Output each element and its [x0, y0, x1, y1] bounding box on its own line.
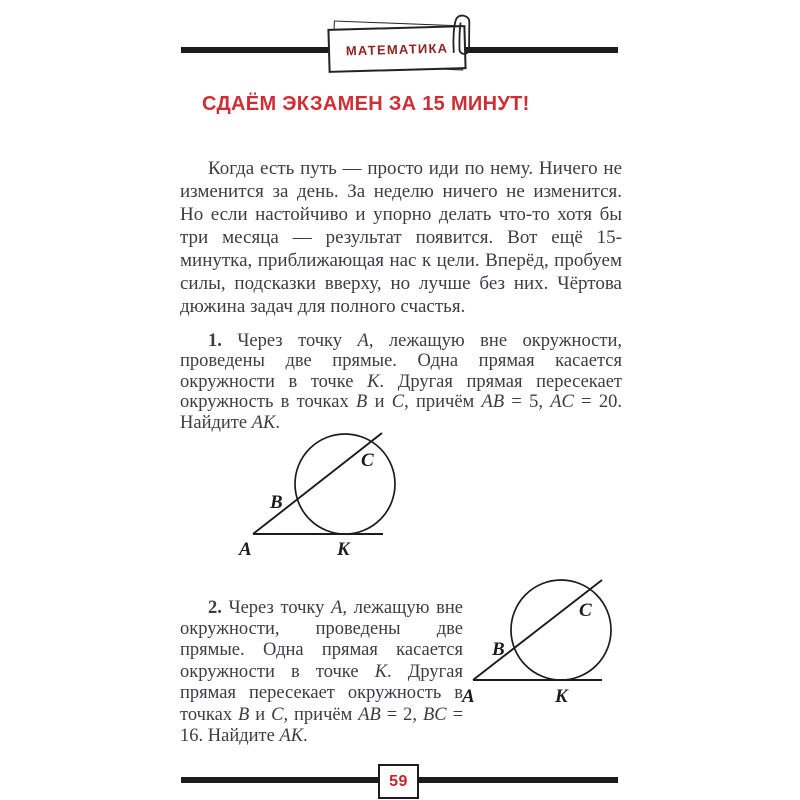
- secant-line: [473, 580, 602, 680]
- point-label-a: A: [239, 539, 252, 560]
- page-title: СДАЁМ ЭКЗАМЕН ЗА 15 МИНУТ!: [202, 93, 530, 115]
- point-label-k: K: [555, 686, 568, 707]
- problem-2-text: 2. Через точку A, лежащую вне окружности, проведены две прямые. Одна прямая касается окружности в точке K. Другая прямая пересекает окружность в точках B и C, причём AB = 2, BC = 16. Найдите AK.: [180, 597, 463, 746]
- point-label-b: B: [492, 639, 505, 660]
- page-number-box: [378, 764, 419, 799]
- subject-note: [328, 22, 468, 76]
- secant-line: [253, 433, 382, 534]
- point-label-k: K: [337, 539, 350, 560]
- problem-2-figure: [448, 568, 648, 713]
- page-number: 59: [389, 772, 408, 790]
- problem-1-text: 1. Через точку A, лежащую вне окружности, проведены две прямые. Одна прямая касается окружности в точке K. Другая прямая пересекает окружность в точках B и C, причём AB = 5, AC = 20. Найдите AK.: [180, 330, 622, 433]
- problem-1-figure: [225, 415, 475, 570]
- circle-outline: [511, 580, 611, 680]
- point-label-c: C: [579, 600, 592, 621]
- point-label-c: C: [361, 450, 374, 471]
- point-label-a: A: [462, 686, 475, 707]
- intro-paragraph: Когда есть путь — просто иди по нему. Ничего не изменится за день. За неделю ничего не изменится. Но если настойчиво и упорно делать что-то хотя бы три месяца — результат появится. Вот ещё 15-минутка, приближающая нас к цели. Вперёд, пробуем силы, подсказки вверху, но лучше без них. Чёртова дюжина задач для полного счастья.: [180, 158, 622, 317]
- subject-label: МАТЕМАТИКА: [345, 40, 449, 58]
- point-label-b: B: [270, 492, 283, 513]
- circle-outline: [295, 434, 395, 534]
